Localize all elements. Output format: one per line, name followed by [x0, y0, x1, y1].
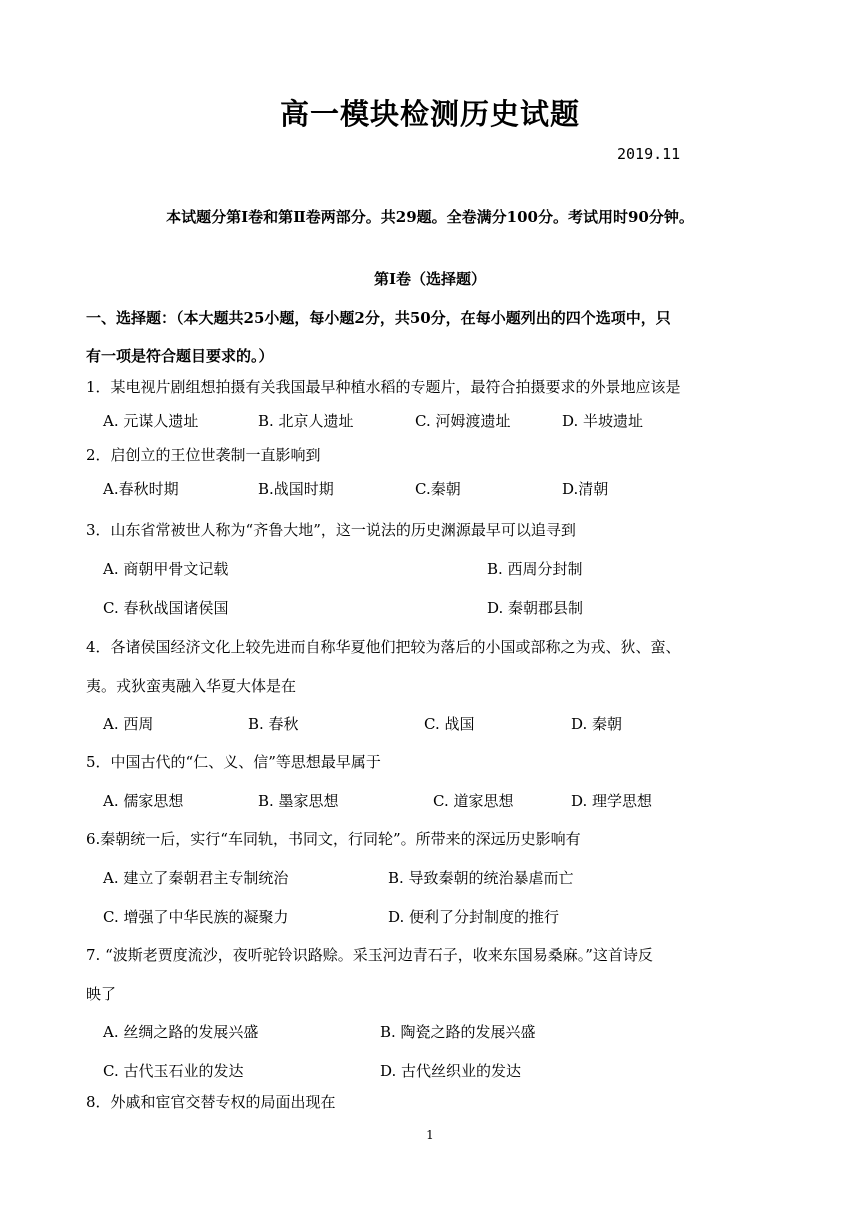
question-1-option-a: A. 元谋人遗址 [103, 412, 199, 430]
question-7-stem-line-1: 7. “波斯老贾度流沙，夜听驼铃识路赊。采玉河边青石子，收来东国易桑麻。”这首诗反 [86, 946, 653, 964]
question-3-option-d: D. 秦朝郡县制 [487, 599, 584, 617]
exam-notice: 本试题分第Ⅰ卷和第Ⅱ卷两部分。共29题。全卷满分100分。考试用时90分钟。 [166, 208, 694, 226]
question-2-option-b: B.战国时期 [258, 480, 334, 498]
question-4-option-c: C. 战国 [424, 715, 475, 733]
question-2-option-d: D.清朝 [562, 480, 609, 498]
question-7-stem-line-2: 映了 [86, 985, 117, 1003]
question-1-option-c: C. 河姆渡遗址 [415, 412, 511, 430]
question-3-option-a: A. 商朝甲骨文记载 [103, 560, 229, 578]
question-4-stem-line-2: 夷。戎狄蛮夷融入华夏大体是在 [86, 677, 297, 695]
question-4-stem-line-1: 4．各诸侯国经济文化上较先进而自称华夏他们把较为落后的小国或部称之为戎、狄、蛮、 [86, 638, 681, 656]
question-1-option-b: B. 北京人遗址 [258, 412, 354, 430]
question-7-option-b: B. 陶瓷之路的发展兴盛 [380, 1023, 536, 1041]
volume-heading: 第Ⅰ卷（选择题） [373, 270, 487, 288]
question-3-stem: 3．山东省常被世人称为“齐鲁大地”，这一说法的历史渊源最早可以追寻到 [86, 521, 576, 539]
page-number: 1 [426, 1128, 434, 1142]
question-7-option-c: C. 古代玉石业的发达 [103, 1062, 244, 1080]
question-8-stem: 8．外戚和宦官交替专权的局面出现在 [86, 1093, 336, 1111]
question-6-option-a: A. 建立了秦朝君主专制统治 [103, 869, 289, 887]
question-5-option-d: D. 理学思想 [571, 792, 653, 810]
question-4-option-d: D. 秦朝 [571, 715, 623, 733]
question-4-option-a: A. 西周 [103, 715, 154, 733]
question-1-stem: 1．某电视片剧组想拍摄有关我国最早种植水稻的专题片，最符合拍摄要求的外景地应该是 [86, 378, 681, 396]
question-6-stem: 6.秦朝统一后，实行“车同轨，书同文，行同轮”。所带来的深远历史影响有 [86, 830, 581, 848]
section-heading-line-1: 一、选择题：（本大题共25小题，每小题2分，共50分，在每小题列出的四个选项中，只 [86, 309, 671, 327]
question-5-stem: 5．中国古代的“仁、义、信”等思想最早属于 [86, 753, 381, 771]
exam-date: 2019.11 [617, 145, 681, 163]
question-5-option-c: C. 道家思想 [433, 792, 514, 810]
question-6-option-b: B. 导致秦朝的统治暴虐而亡 [388, 869, 574, 887]
page-title: 高一模块检测历史试题 [279, 97, 580, 131]
section-heading-line-2: 有一项是符合题目要求的。） [86, 347, 274, 365]
question-4-option-b: B. 春秋 [248, 715, 299, 733]
question-2-option-a: A.春秋时期 [103, 480, 179, 498]
question-1-option-d: D. 半坡遗址 [562, 412, 644, 430]
question-5-option-b: B. 墨家思想 [258, 792, 339, 810]
question-3-option-c: C. 春秋战国诸侯国 [103, 599, 229, 617]
question-2-stem: 2．启创立的王位世袭制一直影响到 [86, 446, 321, 464]
question-6-option-c: C. 增强了中华民族的凝聚力 [103, 908, 289, 926]
question-2-option-c: C.秦朝 [415, 480, 461, 498]
question-3-option-b: B. 西周分封制 [487, 560, 583, 578]
question-7-option-a: A. 丝绸之路的发展兴盛 [103, 1023, 259, 1041]
question-6-option-d: D. 便利了分封制度的推行 [388, 908, 560, 926]
question-5-option-a: A. 儒家思想 [103, 792, 184, 810]
question-7-option-d: D. 古代丝织业的发达 [380, 1062, 522, 1080]
